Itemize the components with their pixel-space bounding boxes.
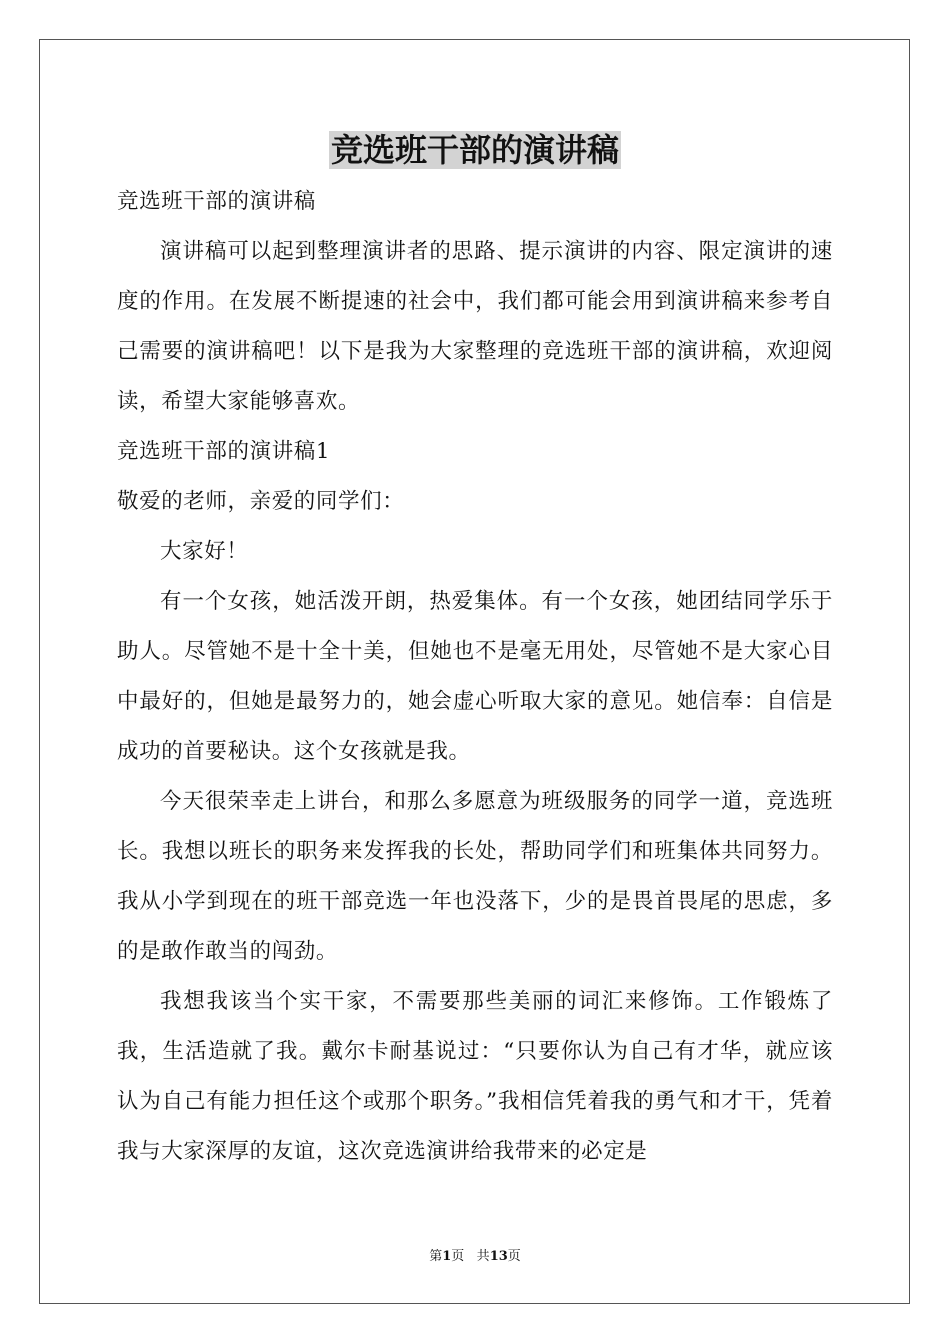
document-title <box>0 128 950 172</box>
document-title-text: 竞选班干部的演讲稿 <box>330 131 619 169</box>
paragraph: 我想我该当个实干家，不需要那些美丽的词汇来修饰。工作锻炼了我，生活造就了我。戴尔卡耐基说过：“只要你认为自己有才华，就应该认为自己有能力担任这个或那个职务。”我相信凭着我的勇气和才干，凭着我与大家深厚的友谊，这次竞选演讲给我带来的必定是 <box>117 989 833 1164</box>
paragraph: 今天很荣幸走上讲台，和那么多愿意为班级服务的同学一道，竞选班长。我想以班长的职务来发挥我的长处，帮助同学们和班集体共同努力。我从小学到现在的班干部竞选一年也没落下，少的是畏首畏尾的思虑，多的是敢作敢当的闯劲。 <box>117 789 833 964</box>
total-page-count: 13 <box>489 1249 508 1264</box>
total-suffix: 页 <box>507 1249 521 1264</box>
page-suffix: 页 <box>451 1249 465 1264</box>
paragraph: 演讲稿可以起到整理演讲者的思路、提示演讲的内容、限定演讲的速度的作用。在发展不断提速的社会中，我们都可能会用到演讲稿来参考自己需要的演讲稿吧！以下是我为大家整理的竞选班干部的演讲稿，欢迎阅读，希望大家能够喜欢。 <box>117 239 833 414</box>
page-prefix: 第 <box>429 1249 443 1264</box>
paragraph: 大家好！ <box>160 539 249 564</box>
page-footer <box>0 1248 950 1266</box>
total-prefix: 共 <box>476 1249 490 1264</box>
paragraph: 竞选班干部的演讲稿 <box>117 189 316 214</box>
paragraph: 有一个女孩，她活泼开朗，热爱集体。有一个女孩，她团结同学乐于助人。尽管她不是十全十美，但她也不是毫无用处，尽管她不是大家心目中最好的，但她是最努力的，她会虚心听取大家的意见。她信奉：自信是成功的首要秘诀。这个女孩就是我。 <box>117 589 833 764</box>
current-page-number: 1 <box>442 1249 452 1264</box>
paragraph: 竞选班干部的演讲稿1 <box>117 439 331 464</box>
paragraph: 敬爱的老师，亲爱的同学们： <box>117 489 405 514</box>
document-body <box>117 177 833 1177</box>
